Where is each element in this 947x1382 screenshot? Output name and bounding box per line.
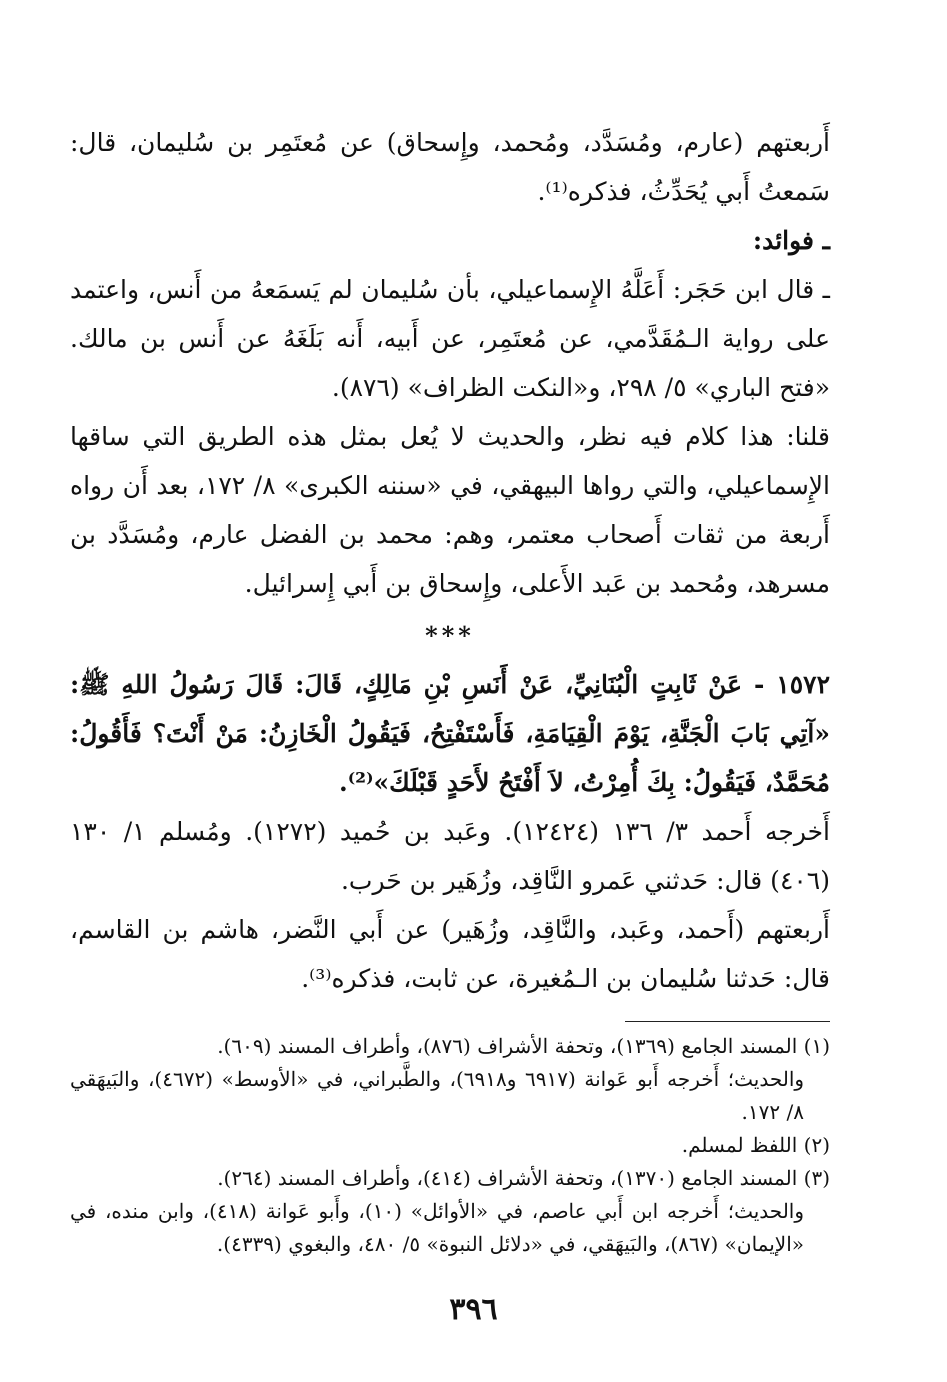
- fawaid-heading: ـ فوائد:: [752, 226, 830, 255]
- footnote-2: (٢) اللفظ لمسلم.: [681, 1133, 830, 1157]
- hadith-text: ١٥٧٢ - عَنْ ثَابِتٍ الْبُنَانِيِّ، عَنْ أَنَسِ بْنِ مَالِكٍ، قَالَ: قَالَ رَسُولُ اللهِ ﷺ: «آتِي بَابَ الْجَنَّةِ، يَوْمَ الْقِيَامَةِ، فَأَسْتَفْتِحُ، فَيَقُولُ الْخَازِنُ: مَنْ أَنْتَ؟ فَأَقُولُ: مُحَمَّدٌ، فَيَقُولُ: بِكَ أُمِرْتُ، لاَ أَفْتَحُ لأَحَدٍ قَبْلَكَ»⁽²⁾.: [70, 670, 830, 797]
- paragraph-comment: قلنا: هذا كلام فيه نظر، والحديث لا يُعل بمثل هذه الطريق التي ساقها الإِسماعيلي، والتي رواها البيهقي، في «سننه الكبرى» ٨/ ١٧٢، بعد أَن رواه أَربعة من ثقات أَصحاب معتمر، وهم: محمد بن الفضل عارم، ومُسَدَّد بن مسرهد، ومُحمد بن عَبد الأَعلى، وإِسحاق بن أَبي إِسرائيل.: [70, 422, 831, 598]
- paragraph-narrators: أَربعتهم (عارم، ومُسَدَّد، ومُحمد، وإِسحاق) عن مُعتَمِر بن سُليمان، قال: سَمعتُ أَبي يُحَدِّثُ، فذكره⁽¹⁾.: [70, 128, 830, 206]
- footnote-3: (٣) المسند الجامع (١٣٧٠)، وتحفة الأشراف (٤١٤)، وأطراف المسند (٢٦٤).: [217, 1166, 830, 1190]
- footnotes: [70, 1030, 830, 1261]
- paragraph-ibn-hajar: ـ قال ابن حَجَر: أَعَلَّهُ الإِسماعيلي، بأن سُليمان لم يَسمَعهُ من أَنس، واعتمد على رواية الـمُقَدَّمي، عن مُعتَمِر، عن أَبيه، أَنه بَلَغَهُ عن أَنس بن مالك. «فتح الباري» ٥/ ٢٩٨، و«النكت الظراف» (٨٧٦).: [70, 275, 830, 402]
- footnote-1: (١) المسند الجامع (١٣٦٩)، وتحفة الأشراف (٨٧٦)، وأطراف المسند (٦٠٩).: [217, 1034, 830, 1058]
- footnote-divider: [625, 1021, 830, 1022]
- paragraph-takhrij: أَخرجه أَحمد ٣/ ١٣٦ (١٢٤٢٤). وعَبد بن حُميد (١٢٧٢). ومُسلم ١/ ١٣٠ (٤٠٦) قال: حَدثني عَمرو النَّاقِد، وزُهَير بن حَرب.: [70, 817, 831, 895]
- main-text: [70, 118, 830, 1003]
- footnote-3-continuation: والحديث؛ أَخرجه ابن أَبي عاصم، في «الأوائل» (١٠)، وأَبو عَوانة (٤١٨)، وابن منده، في «الإيمان» (٨٦٧)، والبَيهَقي، في «دلائل النبوة» ٥/ ٤٨٠، والبغوي (٤٣٣٩).: [70, 1199, 805, 1256]
- paragraph-chain: أَربعتهم (أَحمد، وعَبد، والنَّاقِد، وزُهَير) عن أَبي النَّضر، هاشم بن القاسم، قال: حَدثنا سُليمان بن الـمُغيرة، عن ثابت، فذكره⁽³⁾.: [70, 915, 830, 993]
- footnote-1-continuation: والحديث؛ أَخرجه أَبو عَوانة (٦٩١٧ و٦٩١٨)، والطَّبراني، في «الأوسط» (٤٦٧٢)، والبَيهَقي ٨/ ١٧٢.: [70, 1067, 805, 1124]
- page-content: [70, 118, 830, 1261]
- page-number: ٣٩٦: [449, 1292, 498, 1327]
- section-separator: ***: [425, 621, 475, 650]
